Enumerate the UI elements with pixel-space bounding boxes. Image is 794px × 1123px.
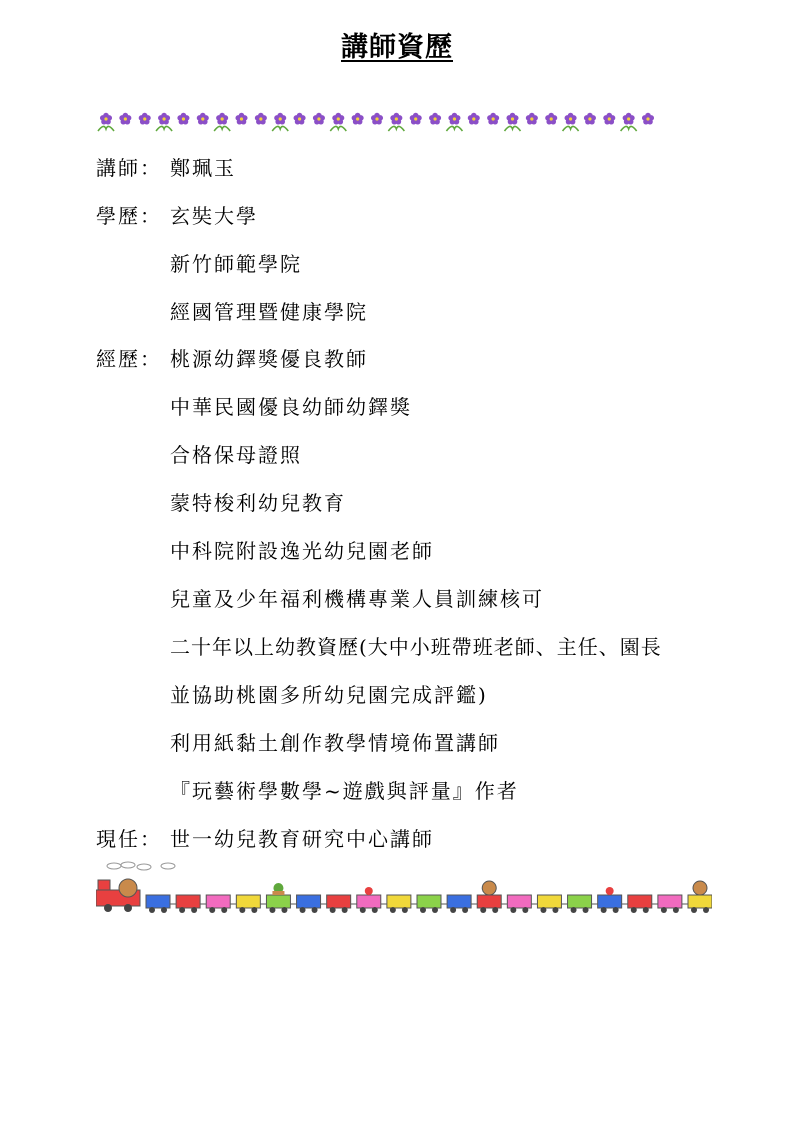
experience-item: 二十年以上幼教資歷(大中小班帶班老師、主任、園長 bbox=[170, 635, 662, 659]
train-car-icon bbox=[200, 895, 230, 913]
train-car-icon bbox=[471, 881, 501, 913]
education-label: 學歷： bbox=[96, 204, 162, 228]
train-car-icon bbox=[652, 895, 682, 913]
flower-icon bbox=[410, 113, 422, 125]
instructor-label: 講師： bbox=[96, 156, 162, 180]
smoke-puff-icon bbox=[121, 862, 135, 868]
train-car-icon bbox=[682, 881, 712, 913]
instructor-name: 鄭珮玉 bbox=[170, 156, 236, 180]
train-car-icon bbox=[230, 895, 260, 913]
experience-item: 桃源幼鐸獎優良教師 bbox=[170, 347, 368, 371]
train-car-icon bbox=[290, 895, 320, 913]
education-item: 玄奘大學 bbox=[170, 204, 258, 228]
flower-border-icon bbox=[96, 106, 658, 134]
current-row bbox=[96, 825, 434, 853]
flower-icon bbox=[352, 113, 364, 125]
instructor-row bbox=[96, 154, 236, 182]
flower-icon bbox=[139, 113, 151, 125]
experience-label: 經歷： bbox=[96, 347, 162, 371]
flower-icon bbox=[214, 113, 230, 131]
train-car-icon bbox=[561, 895, 591, 913]
flower-icon bbox=[505, 113, 521, 131]
flower-icon bbox=[603, 113, 615, 125]
smoke-puff-icon bbox=[161, 863, 175, 869]
flower-icon bbox=[429, 113, 441, 125]
experience-item: 中華民國優良幼師幼鐸獎 bbox=[170, 395, 412, 419]
flower-icon bbox=[468, 113, 480, 125]
experience-item: 中科院附設逸光幼兒園老師 bbox=[170, 539, 434, 563]
experience-row bbox=[96, 345, 368, 373]
train-car-icon bbox=[501, 895, 531, 913]
flower-icon bbox=[545, 113, 557, 125]
flower-icon bbox=[313, 113, 325, 125]
flower-icon bbox=[98, 113, 114, 131]
flower-icon bbox=[272, 113, 288, 131]
experience-item: 『玩藝術學數學~遊戲與評量』作者 bbox=[170, 779, 519, 803]
flower-icon bbox=[371, 113, 383, 125]
education-row bbox=[96, 202, 258, 230]
page-title: 講師資歷 bbox=[341, 32, 453, 63]
experience-item: 兒童及少年福利機構專業人員訓練核可 bbox=[170, 587, 544, 611]
smoke-puff-icon bbox=[107, 863, 121, 869]
smoke-puff-icon bbox=[137, 864, 151, 870]
flower-icon bbox=[446, 113, 462, 131]
flower-icon bbox=[487, 113, 499, 125]
current-label: 現任： bbox=[96, 827, 162, 851]
flower-icon bbox=[294, 113, 306, 125]
flower-icon bbox=[197, 113, 209, 125]
flower-icon bbox=[330, 113, 346, 131]
education-item: 經國管理暨健康學院 bbox=[170, 300, 368, 324]
train-car-icon bbox=[441, 895, 471, 913]
train-car-icon bbox=[146, 895, 170, 913]
flower-icon bbox=[642, 113, 654, 125]
flower-icon bbox=[156, 113, 172, 131]
train-engine-icon bbox=[96, 879, 140, 912]
education-item: 新竹師範學院 bbox=[170, 252, 302, 276]
experience-item: 合格保母證照 bbox=[170, 443, 302, 467]
train-car-icon bbox=[531, 895, 561, 913]
flower-icon bbox=[388, 113, 404, 131]
experience-item: 蒙特梭利幼兒教育 bbox=[170, 491, 346, 515]
flower-icon bbox=[526, 113, 538, 125]
flower-icon bbox=[563, 113, 579, 131]
flower-icon bbox=[584, 113, 596, 125]
train-car-icon bbox=[351, 887, 381, 913]
flower-icon bbox=[621, 113, 637, 131]
train-car-icon bbox=[170, 895, 200, 913]
experience-item: 利用紙黏土創作教學情境佈置講師 bbox=[170, 731, 500, 755]
current-position: 世一幼兒教育研究中心講師 bbox=[170, 827, 434, 851]
train-car-icon bbox=[411, 895, 441, 913]
flower-icon bbox=[177, 113, 189, 125]
train-car-icon bbox=[321, 895, 351, 913]
flower-icon bbox=[255, 113, 267, 125]
train-car-icon bbox=[381, 895, 411, 913]
train-car-icon bbox=[592, 887, 622, 913]
flower-icon bbox=[119, 113, 131, 125]
flower-icon bbox=[235, 113, 247, 125]
experience-item: 並協助桃園多所幼兒園完成評鑑) bbox=[170, 683, 488, 707]
train-car-icon bbox=[260, 883, 290, 913]
train-car-icon bbox=[622, 895, 652, 913]
train-border-icon bbox=[96, 858, 712, 916]
